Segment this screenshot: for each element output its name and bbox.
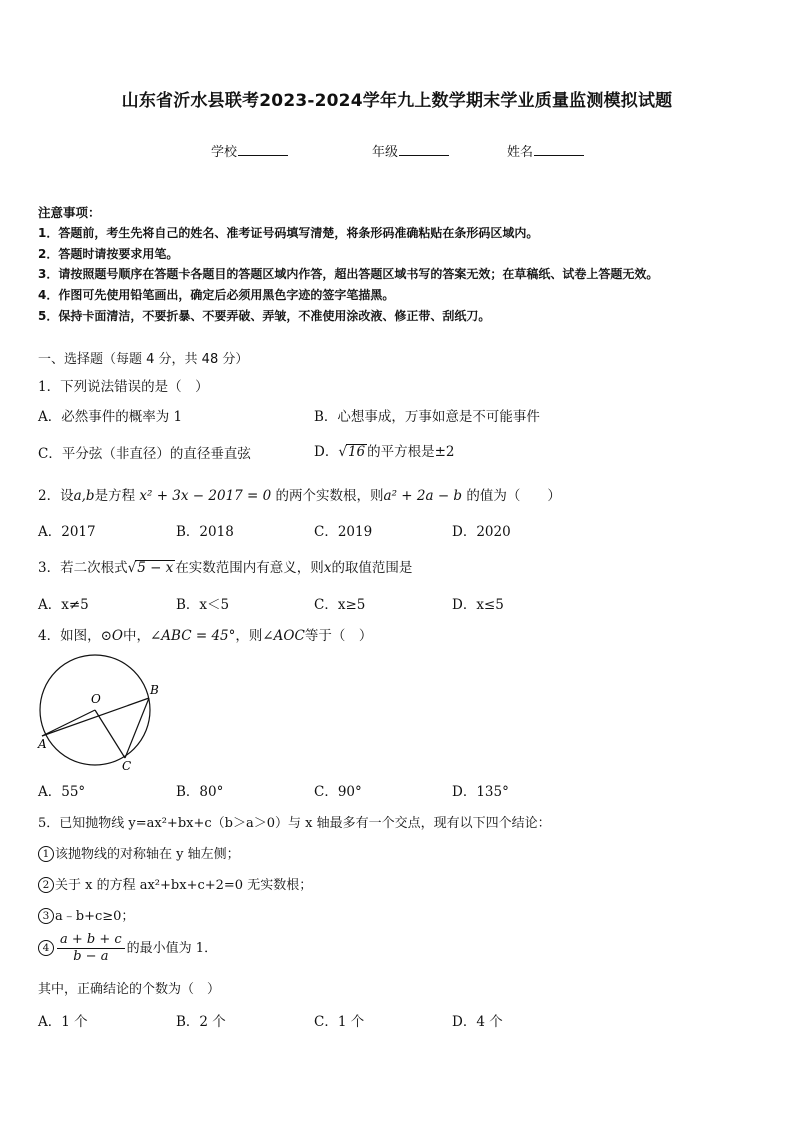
q5-conclusion-2: 2 关于 x 的方程 ax²+bx+c+2=0 无实数根； xyxy=(38,874,312,893)
q1-option-d: D．√16 的平方根是±2 xyxy=(314,444,455,460)
q2-option-a: A．2017 xyxy=(38,524,96,540)
q5-option-c: C．1 个 xyxy=(314,1014,365,1030)
school-blank xyxy=(238,143,288,156)
question-1-stem: 1．下列说法错误的是（ ） xyxy=(38,379,209,395)
note-item: 4．作图可先使用铅笔画出，确定后必须用黑色字迹的签字笔描黑。 xyxy=(38,288,395,302)
note-item: 1．答题前，考生先将自己的姓名、准考证号码填写清楚，将条形码准确粘贴在条形码区域内。 xyxy=(38,226,539,240)
question-2-stem: 2．设a,b是方程 x² + 3x − 2017 = 0 的两个实数根，则a² + 2a − b 的值为（ ） xyxy=(38,488,561,504)
q1-option-c: C．平分弦（非直径）的直径垂直弦 xyxy=(38,446,251,462)
label-c: C xyxy=(122,759,132,773)
q3-option-b: B．x＜5 xyxy=(176,597,230,613)
segment-bc xyxy=(125,698,149,758)
q2-option-d: D．2020 xyxy=(452,524,511,540)
q3-option-d: D．x≤5 xyxy=(452,597,504,613)
note-item: 5．保持卡面清洁，不要折暴、不要弄破、弄皱，不准使用涂改液、修正带、刮纸刀。 xyxy=(38,309,491,323)
q5-conclusion-4: 4 $\frac{a + b + c}{b - a}$ 的最小值为 1． xyxy=(38,932,217,965)
q3-option-c: C．x≥5 xyxy=(314,597,366,613)
grade-label: 年级 xyxy=(372,145,399,160)
section-heading: 一、选择题（每题 4 分，共 48 分） xyxy=(38,352,249,367)
page-title: 山东省沂水县联考2023-2024学年九上数学期末学业质量监测模拟试题 xyxy=(121,91,673,111)
note-item: 3．请按照题号顺序在答题卡各题目的答题区域内作答，超出答题区域书写的答案无效；在草稿纸、试卷上答题无效。 xyxy=(38,267,659,281)
segment-oa xyxy=(42,710,95,736)
q2-equation: x² + 3x − 2017 = 0 xyxy=(139,488,272,504)
name-blank xyxy=(534,143,584,156)
q5-conclusion-1: 1 该抛物线的对称轴在 y 轴左侧； xyxy=(38,843,240,862)
q5-ask: 其中，正确结论的个数为（ ） xyxy=(38,982,221,997)
q5-option-b: B．2 个 xyxy=(176,1014,226,1030)
label-a: A xyxy=(38,737,47,751)
q4-option-c: C．90° xyxy=(314,784,362,800)
grade-blank xyxy=(399,143,449,156)
q3-option-a: A．x≠5 xyxy=(38,597,89,613)
note-item: 2．答题时请按要求用笔。 xyxy=(38,247,179,261)
segment-oc xyxy=(95,710,125,758)
q1-option-a: A．必然事件的概率为 1 xyxy=(38,409,183,425)
notes-heading: 注意事项： xyxy=(38,205,101,220)
q2-option-b: B．2018 xyxy=(176,524,234,540)
q4-option-d: D．135° xyxy=(452,784,509,800)
q5-option-a: A．1 个 xyxy=(38,1014,88,1030)
q3-radical: 5 − x xyxy=(137,560,174,576)
school-label: 学校 xyxy=(211,145,238,160)
q1-radical: 16 xyxy=(347,444,366,460)
q4-option-a: A．55° xyxy=(38,784,86,800)
question-5-stem: 5．已知抛物线 y=ax²+bx+c（b＞a＞0）与 x 轴最多有一个交点，现有以下四个结论： xyxy=(38,816,551,831)
q5-fraction: $\frac{a + b + c}{b - a}$ xyxy=(57,932,125,965)
question-4-stem: 4．如图，⊙O中，∠ABC = 45°，则∠AOC等于（ ） xyxy=(38,628,373,644)
circle-diagram xyxy=(30,652,170,774)
label-o: O xyxy=(91,692,101,706)
q2-option-c: C．2019 xyxy=(314,524,373,540)
q1-option-b: B．心想事成，万事如意是不可能事件 xyxy=(314,409,540,425)
name-field xyxy=(507,141,584,160)
q5-conclusion-3: 3 a﹣b+c≥0； xyxy=(38,905,134,924)
label-b: B xyxy=(150,683,159,697)
name-label: 姓名 xyxy=(507,145,534,160)
school-field xyxy=(211,141,288,160)
q5-option-d: D．4 个 xyxy=(452,1014,503,1030)
q4-option-b: B．80° xyxy=(176,784,224,800)
grade-field xyxy=(372,141,449,160)
q2-expression: a² + 2a − b xyxy=(383,488,463,504)
question-3-stem: 3．若二次根式√5 − x 在实数范围内有意义，则x的取值范围是 xyxy=(38,560,413,576)
